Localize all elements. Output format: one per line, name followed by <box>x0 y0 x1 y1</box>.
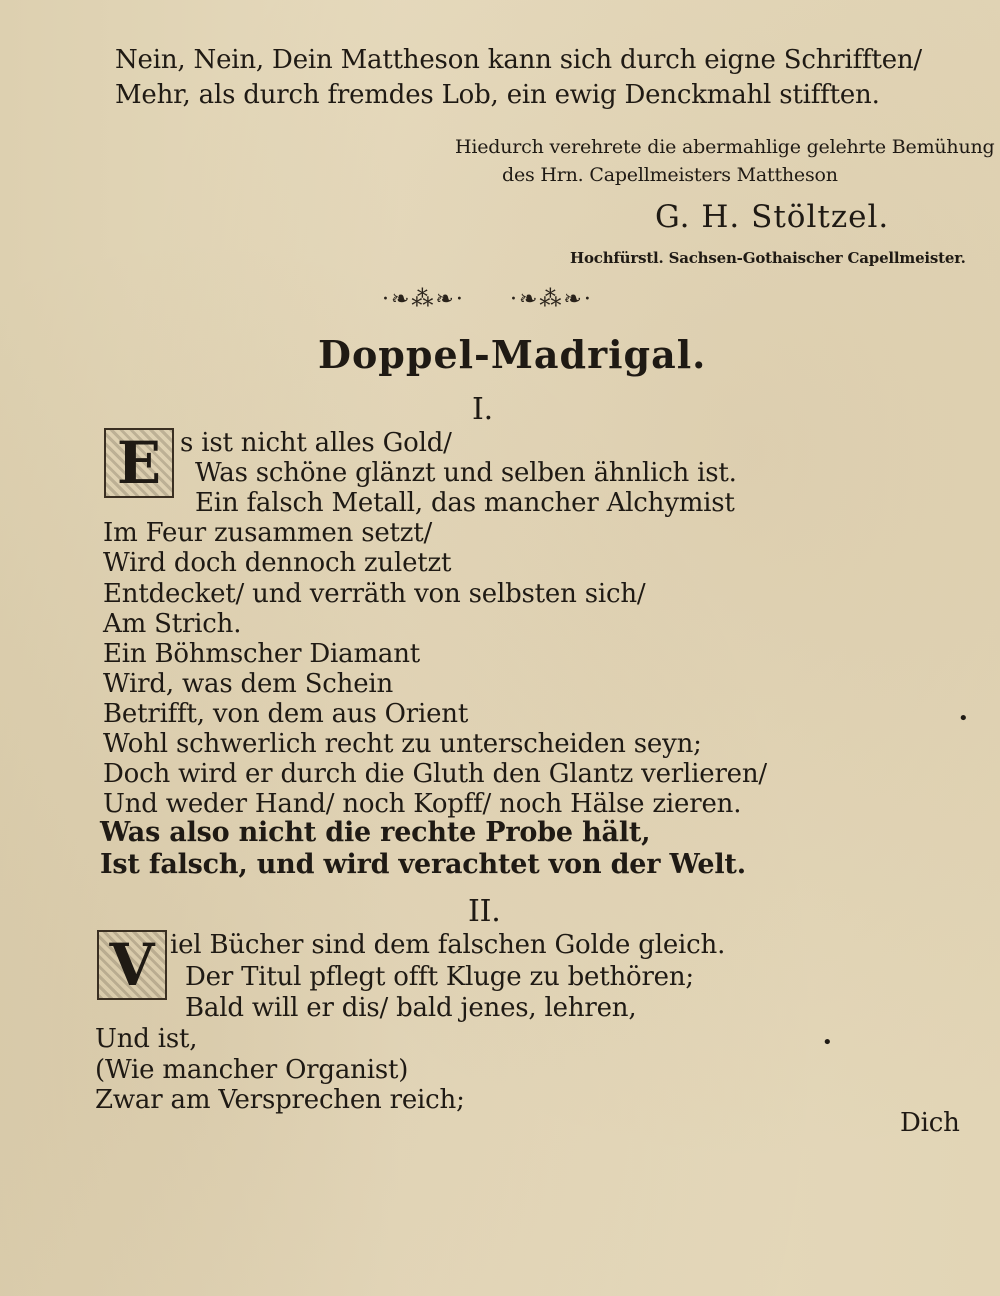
stanza-1-line-5: Wird doch dennoch zuletzt <box>103 548 452 578</box>
stanza-1-line-10: Betrifft, von dem aus Orient <box>103 699 469 729</box>
stanza-1-line-7: Am Strich. <box>103 609 242 639</box>
signature-title: Hochfürstl. Sachsen-Gothaischer Capellmeister. <box>570 249 966 267</box>
stanza-1-emphasis-1: Was also nicht die rechte Probe hält, <box>100 817 651 848</box>
closing-line-1: Nein, Nein, Dein Mattheson kann sich durch eigne Schrifften/ <box>115 45 922 75</box>
dropcap-v-icon: V <box>97 930 167 1000</box>
stanza-1-line-11: Wohl schwerlich recht zu unterscheiden seyn; <box>103 729 702 759</box>
stanza-1-emphasis-2: Ist falsch, und wird verachtet von der Welt. <box>100 849 746 880</box>
ink-dot-icon: • <box>822 1032 833 1053</box>
stanza-1-numeral: I. <box>472 392 493 427</box>
ornament-left-icon: ·❧⁂❧· <box>382 287 465 312</box>
page-title: Doppel-Madrigal. <box>318 332 707 377</box>
stanza-2-line-2: Der Titul pflegt offt Kluge zu bethören; <box>185 962 694 992</box>
ornament-right-icon: ·❧⁂❧· <box>510 287 593 312</box>
dedication-line-2: des Hrn. Capellmeisters Mattheson <box>502 164 838 186</box>
stanza-2-line-1: iel Bücher sind dem falschen Golde gleich. <box>170 930 726 960</box>
stanza-1-line-6: Entdecket/ und verräth von selbsten sich/ <box>103 579 646 609</box>
signature-name: G. H. Stöltzel. <box>655 199 890 235</box>
stanza-1-line-8: Ein Böhmscher Diamant <box>103 639 421 669</box>
stanza-1-line-12: Doch wird er durch die Gluth den Glantz verlieren/ <box>103 759 767 789</box>
stanza-1-line-13: Und weder Hand/ noch Kopff/ noch Hälse zieren. <box>103 789 742 819</box>
dropcap-e-icon: E <box>104 428 174 498</box>
stanza-1-line-4: Im Feur zusammen setzt/ <box>103 518 433 548</box>
stanza-2-line-5: (Wie mancher Organist) <box>95 1055 409 1085</box>
stanza-2-line-6: Zwar am Versprechen reich; <box>95 1085 465 1115</box>
closing-line-2: Mehr, als durch fremdes Lob, ein ewig Denckmahl stifften. <box>115 80 880 110</box>
stanza-2-line-4: Und ist, <box>95 1024 198 1054</box>
dedication-line-1: Hiedurch verehrete die abermahlige gelehrte Bemühung <box>455 136 995 158</box>
stanza-2-line-3: Bald will er dis/ bald jenes, lehren, <box>185 993 637 1023</box>
catchword: Dich <box>900 1108 960 1138</box>
stanza-1-line-1: s ist nicht alles Gold/ <box>180 428 452 458</box>
stanza-1-line-3: Ein falsch Metall, das mancher Alchymist <box>195 488 735 518</box>
stanza-1-line-9: Wird, was dem Schein <box>103 669 394 699</box>
stanza-1-line-2: Was schöne glänzt und selben ähnlich ist. <box>195 458 737 488</box>
stanza-2-numeral: II. <box>468 894 501 929</box>
ink-dot-icon: • <box>958 708 969 729</box>
